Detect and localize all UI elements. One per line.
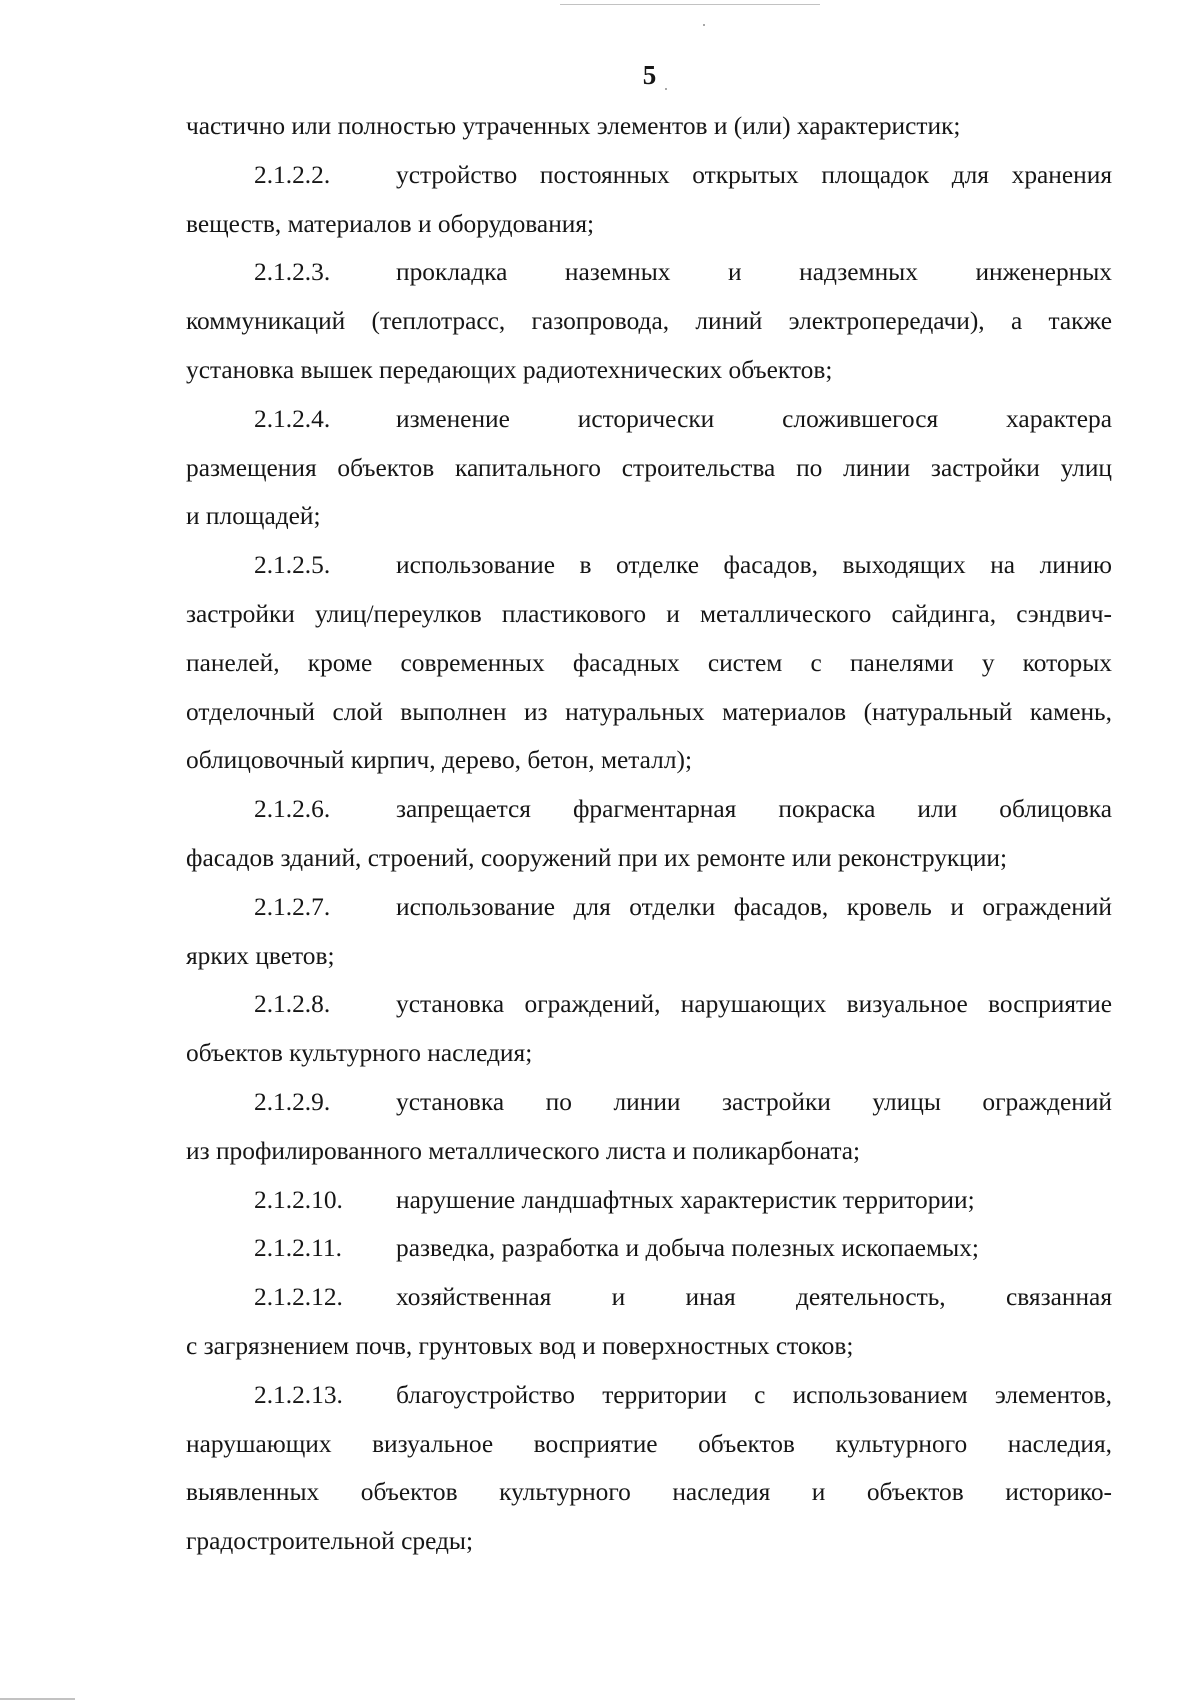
document-body	[186, 102, 1112, 1566]
clause-item	[186, 248, 1112, 394]
clause-first-line	[186, 151, 1112, 200]
clause-first-line	[186, 883, 1112, 932]
clause-number: 2.1.2.3.	[254, 258, 331, 287]
clause-continuation-line: градостроительной среды;	[186, 1527, 474, 1556]
clause-first-line	[186, 395, 1112, 444]
clause-number: 2.1.2.6.	[254, 795, 331, 824]
clause-item	[186, 395, 1112, 541]
clause-list	[186, 151, 1112, 1566]
clause-number: 2.1.2.10.	[254, 1185, 343, 1214]
clause-text: устройство постоянных открытых площадок для хранения	[396, 160, 1112, 189]
clause-item	[186, 883, 1112, 981]
clause-first-line	[186, 1371, 1112, 1420]
clause-first-line	[186, 1273, 1112, 1322]
page-number: 5	[642, 60, 657, 90]
clause-number: 2.1.2.5.	[254, 551, 331, 580]
clause-continuation-line: веществ, материалов и оборудования;	[186, 209, 595, 238]
clause-text: использование в отделке фасадов, выходящих на линию	[396, 551, 1112, 580]
clause-number: 2.1.2.8.	[254, 990, 331, 1019]
clause-continuation-line: и площадей;	[186, 502, 321, 531]
clause-text: хозяйственная и иная деятельность, связанная	[396, 1283, 1112, 1312]
clause-text: прокладка наземных и надземных инженерных	[396, 258, 1112, 287]
clause-text: нарушение ландшафтных характеристик территории;	[396, 1185, 975, 1214]
clause-item	[186, 980, 1112, 1078]
clause-item	[186, 1078, 1112, 1176]
clause-continuation-line: размещения объектов капитального строительства по линии застройки улиц	[186, 453, 1112, 482]
clause-text: разведка, разработка и добыча полезных ископаемых;	[396, 1234, 979, 1263]
clause-continuation-line: с загрязнением почв, грунтовых вод и поверхностных стоков;	[186, 1331, 854, 1360]
clause-item	[186, 785, 1112, 883]
clause-continuation-line: облицовочный кирпич, дерево, бетон, металл);	[186, 746, 693, 775]
clause-continuation-line: нарушающих визуальное восприятие объектов культурного наследия,	[186, 1429, 1112, 1458]
clause-number: 2.1.2.9.	[254, 1087, 331, 1116]
clause-continuation-line: установка вышек передающих радиотехнических объектов;	[186, 355, 833, 384]
clause-text: установка по линии застройки улицы ограждений	[396, 1087, 1112, 1116]
clause-continuation-line: из профилированного металлического листа и поликарбоната;	[186, 1136, 861, 1165]
clause-first-line	[186, 1176, 1112, 1225]
clause-text: изменение исторически сложившегося характера	[396, 404, 1112, 433]
scan-artifact	[0, 1698, 75, 1700]
clause-item	[186, 1371, 1112, 1566]
clause-continuation-line: фасадов зданий, строений, сооружений при их ремонте или реконструкции;	[186, 843, 1008, 872]
clause-item	[186, 1224, 1112, 1273]
clause-first-line	[186, 248, 1112, 297]
clause-item	[186, 1273, 1112, 1371]
clause-number: 2.1.2.2.	[254, 160, 331, 189]
clause-continuation-line: панелей, кроме современных фасадных систем с панелями у которых	[186, 648, 1112, 677]
clause-continuation-line: коммуникаций (теплотрасс, газопровода, линий электропередачи), а также	[186, 307, 1112, 336]
clause-first-line	[186, 785, 1112, 834]
clause-item	[186, 1176, 1112, 1225]
clause-first-line	[186, 980, 1112, 1029]
clause-number: 2.1.2.12.	[254, 1283, 343, 1312]
clause-number: 2.1.2.7.	[254, 892, 331, 921]
clause-text: запрещается фрагментарная покраска или облицовка	[396, 795, 1112, 824]
clause-item	[186, 151, 1112, 249]
continuation-line: частично или полностью утраченных элементов и (или) характеристик;	[186, 112, 961, 140]
clause-first-line	[186, 1224, 1112, 1273]
clause-continuation-line: отделочный слой выполнен из натуральных материалов (натуральный камень,	[186, 697, 1112, 726]
clause-continuation-line: ярких цветов;	[186, 941, 335, 970]
clause-number: 2.1.2.4.	[254, 404, 331, 433]
clause-continuation-line: выявленных объектов культурного наследия и объектов историко-	[186, 1478, 1112, 1507]
clause-number: 2.1.2.11.	[254, 1234, 342, 1263]
clause-first-line	[186, 1078, 1112, 1127]
clause-continuation-line: объектов культурного наследия;	[186, 1039, 533, 1068]
clause-number: 2.1.2.13.	[254, 1380, 343, 1409]
clause-text: установка ограждений, нарушающих визуальное восприятие	[396, 990, 1112, 1019]
clause-first-line	[186, 541, 1112, 590]
clause-text: благоустройство территории с использованием элементов,	[396, 1380, 1112, 1409]
scan-artifact	[703, 24, 705, 26]
scan-artifact	[560, 4, 820, 5]
clause-item	[186, 541, 1112, 785]
clause-text: использование для отделки фасадов, кровель и ограждений	[396, 892, 1112, 921]
clause-continuation-line: застройки улиц/переулков пластикового и металлического сайдинга, сэндвич-	[186, 599, 1112, 628]
